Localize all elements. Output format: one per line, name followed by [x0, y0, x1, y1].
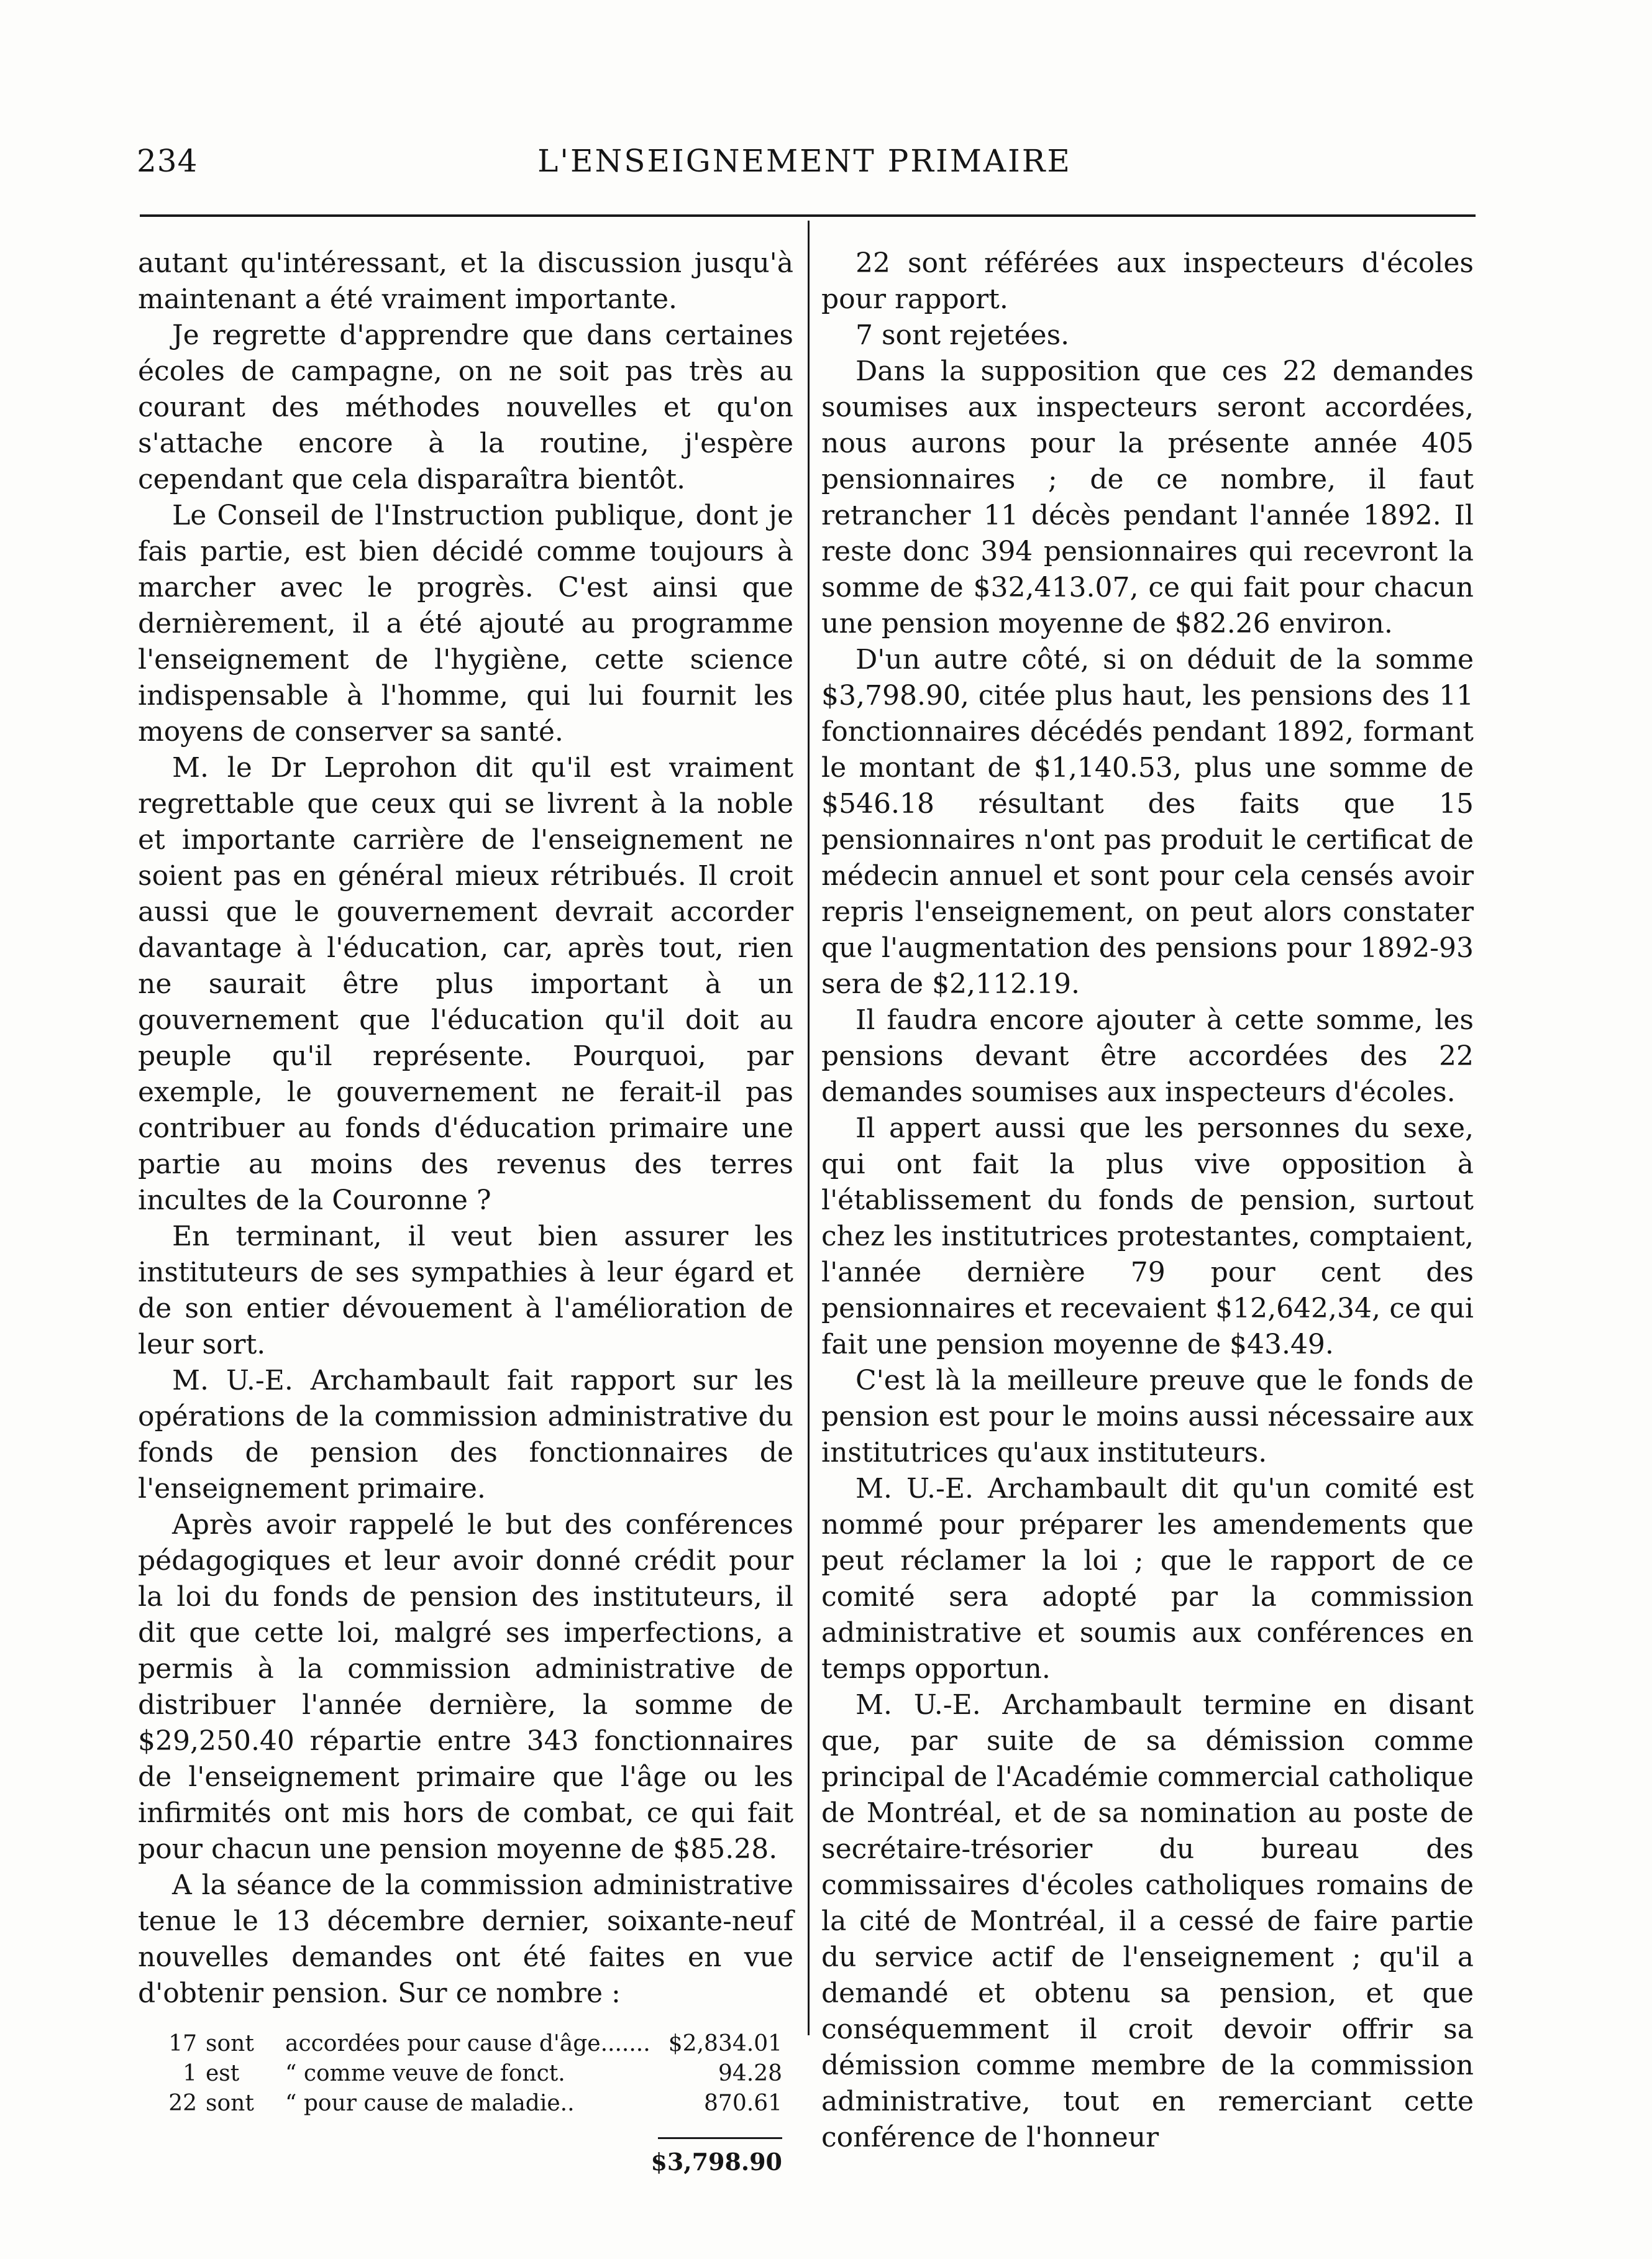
paragraph: autant qu'intéressant, et la discussion jusqu'à maintenant a été vraiment importante.: [138, 247, 793, 315]
ledger-verb: est: [206, 2061, 240, 2086]
header-rule: [140, 214, 1476, 217]
paragraph: Dans la supposition que ces 22 demandes soumises aux inspecteurs seront accordées, nous aurons pour la présente année 405 pensionnaires ; de ce nombre, il faut retrancher 11 décès pendant l'année 1892. Il reste donc 394 pensionnaires qui recevront la somme de $32,413.07, ce qui fait pour chacun une pension moyenne de $82.26 environ.: [821, 355, 1474, 639]
ledger-total-rule: [658, 2137, 782, 2139]
ledger-amount: 94.28: [718, 2061, 782, 2086]
ledger-verb: sont: [206, 2031, 254, 2056]
column-divider: [808, 221, 810, 2035]
paragraph: Le Conseil de l'Instruction publique, dont je fais partie, est bien décidé comme toujours à marcher avec le progrès. C'est ainsi que dernièrement, il a été ajouté au programme l'enseignement de l'hygiène, cette science indispensable à l'homme, qui lui fournit les moyens de conserver sa santé.: [138, 500, 793, 748]
pension-ledger: [138, 2029, 793, 2174]
ledger-row: [138, 2029, 793, 2059]
paragraph: D'un autre côté, si on déduit de la somme $3,798.90, citée plus haut, les pensions des 11 fonctionnaires décédés pendant 1892, formant le montant de $1,140.53, plus une somme de $546.18 résultant des faits que 15 pensionnaires n'ont pas produit le certificat de médecin annuel et sont pour cela censés avoir repris l'enseignement, on peut alors constater que l'augmentation des pensions pour 1892-93 sera de $2,112.19.: [821, 644, 1474, 1000]
page-number: 234: [137, 143, 198, 179]
paragraph: 22 sont référées aux inspecteurs d'écoles pour rapport.: [821, 247, 1474, 315]
left-column: [138, 245, 793, 2174]
ledger-count: 1: [183, 2061, 197, 2086]
ledger-description: “ comme veuve de fonct.: [285, 2061, 565, 2086]
page-header: [137, 143, 1472, 193]
ledger-verb: sont: [206, 2091, 254, 2116]
ledger-row: [138, 2059, 793, 2089]
paragraph: 7 sont rejetées.: [856, 319, 1070, 351]
ledger-description: “ pour cause de maladie..: [285, 2091, 575, 2116]
ledger-total-value: $3,798.90: [650, 2148, 782, 2176]
paragraph: Après avoir rappelé le but des conférences pédagogiques et leur avoir donné crédit pour la loi du fonds de pension des instituteurs, il dit que cette loi, malgré ses imperfections, a permis à la commission administrative de distribuer l'année dernière, la somme de $29,250.40 répartie entre 343 fonctionnaires de l'enseignement primaire que l'âge ou les infirmités ont mis hors de combat, ce qui fait pour chacun une pension moyenne de $85.28.: [138, 1509, 793, 1865]
right-column: [821, 245, 1474, 2156]
paragraph: M. U.-E. Archambault fait rapport sur les opérations de la commission administrative du fonds de pension des fonctionnaires de l'enseignement primaire.: [138, 1365, 793, 1505]
ledger-total: [138, 2137, 793, 2174]
ledger-amount: 870.61: [704, 2091, 782, 2116]
paragraph: Je regrette d'apprendre que dans certaines écoles de campagne, on ne soit pas très au courant des méthodes nouvelles et qu'on s'attache encore à la routine, j'espère cependant que cela disparaîtra bientôt.: [138, 319, 793, 495]
ledger-amount: $2,834.01: [668, 2031, 782, 2056]
paragraph: Il faudra encore ajouter à cette somme, les pensions devant être accordées des 22 demandes soumises aux inspecteurs d'écoles.: [821, 1004, 1474, 1108]
ledger-row: [138, 2089, 793, 2119]
paragraph: Il appert aussi que les personnes du sexe, qui ont fait la plus vive opposition à l'établissement du fonds de pension, surtout chez les institutrices protestantes, comptaient, l'année dernière 79 pour cent des pensionnaires et recevaient $12,642,34, ce qui fait une pension moyenne de $43.49.: [821, 1112, 1474, 1360]
paragraph: En terminant, il veut bien assurer les instituteurs de ses sympathies à leur égard et de son entier dévouement à l'amélioration de leur sort.: [138, 1221, 793, 1360]
paragraph: M. U.-E. Archambault termine en disant que, par suite de sa démission comme principal de l'Académie commercial catholique de Montréal, et de sa nomination au poste de secrétaire-trésorier du bureau des commissaires d'écoles catholiques romains de la cité de Montréal, il a cessé de faire partie du service actif de l'enseignement ; qu'il a demandé et obtenu sa pension, et que conséquemment il croit devoir offrir sa démission comme membre de la commission administrative, tout en remerciant cette conférence de l'honneur: [821, 1689, 1474, 2153]
paragraph: M. U.-E. Archambault dit qu'un comité est nommé pour préparer les amendements que peut réclamer la loi ; que le rapport de ce comité sera adopté par la commission administrative et soumis aux conférences en temps opportun.: [821, 1473, 1474, 1685]
ledger-description: accordées pour cause d'âge.......: [285, 2031, 650, 2056]
paragraph: A la séance de la commission administrative tenue le 13 décembre dernier, soixante-neuf nouvelles demandes ont été faites en vue d'obtenir pension. Sur ce nombre :: [138, 1869, 793, 2009]
ledger-count: 22: [168, 2091, 197, 2116]
paragraph: C'est là la meilleure preuve que le fonds de pension est pour le moins aussi nécessaire aux institutrices qu'aux instituteurs.: [821, 1365, 1474, 1469]
paragraph: M. le Dr Leprohon dit qu'il est vraiment regrettable que ceux qui se livrent à la noble et importante carrière de l'enseignement ne soient pas en général mieux rétribués. Il croit aussi que le gouvernement devrait accorder davantage à l'éducation, car, après tout, rien ne saurait être plus important à un gouvernement que l'éducation qu'il doit au peuple qu'il représente. Pourquoi, par exemple, le gouvernement ne ferait-il pas contribuer au fonds d'éducation primaire une partie au moins des revenus des terres incultes de la Couronne ?: [138, 752, 793, 1216]
ledger-count: 17: [168, 2031, 197, 2056]
running-title: L'ENSEIGNEMENT PRIMAIRE: [537, 143, 1072, 179]
